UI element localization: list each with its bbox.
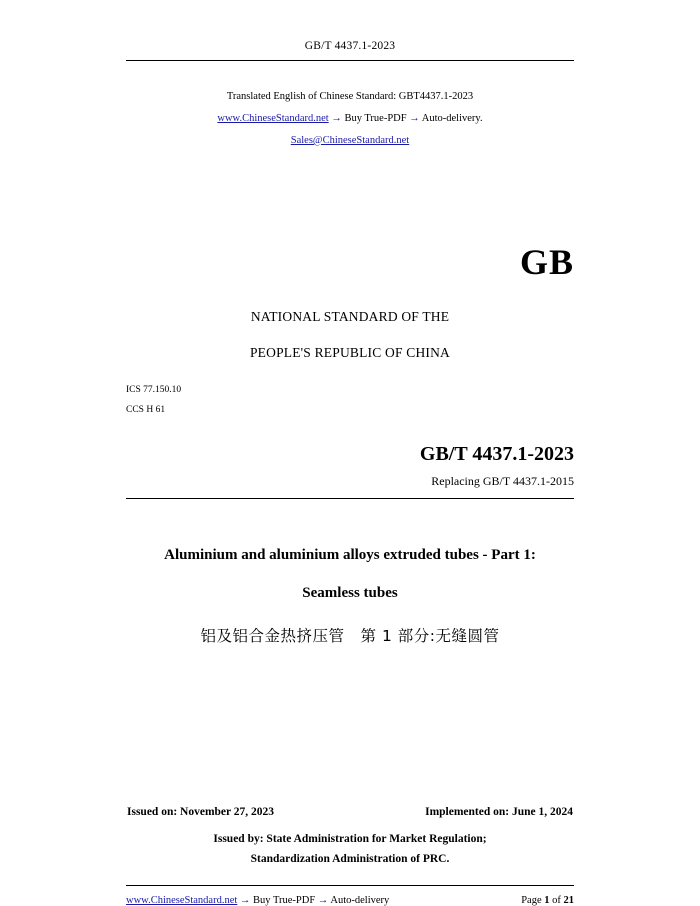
title-english-line2: Seamless tubes <box>302 585 398 602</box>
arrow-icon-2: → <box>409 112 420 124</box>
page-total: 21 <box>563 895 574 906</box>
footer-divider <box>126 885 574 886</box>
footer-arrow-icon: → <box>239 895 251 906</box>
page-footer <box>126 895 574 906</box>
promo-block <box>126 87 574 151</box>
page-number: 1 <box>544 895 550 906</box>
issued-by-block <box>126 829 574 869</box>
page-label: Page <box>521 895 542 906</box>
promo-translation-line: Translated English of Chinese Standard: GBT4437.1-2023 <box>226 91 474 102</box>
footer-delivery-label: Auto-delivery <box>330 895 390 906</box>
issue-row <box>126 806 574 818</box>
footer-arrow-icon-2: → <box>317 895 329 906</box>
gb-logo: GB <box>519 241 574 282</box>
ics-code: ICS 77.150.10 <box>126 384 182 395</box>
footer-buy-label: Buy True-PDF <box>253 895 316 906</box>
page-of-label: of <box>552 895 561 906</box>
sales-email-link[interactable]: Sales@ChineseStandard.net <box>290 134 410 146</box>
replacing-standard: Replacing GB/T 4437.1-2015 <box>431 473 574 488</box>
header-divider <box>126 60 574 61</box>
promo-delivery-label: Auto-delivery. <box>421 112 483 124</box>
promo-buy-label: Buy True-PDF <box>344 112 407 124</box>
classification-block <box>126 381 574 421</box>
promo-email-line <box>126 131 574 151</box>
footer-chinesestandard-link[interactable]: www.ChineseStandard.net <box>126 895 238 906</box>
page-content <box>126 0 574 906</box>
arrow-icon: → <box>331 112 342 124</box>
title-chinese: 铝及铝合金热挤压管 第 1 部分:无缝圆管 <box>200 627 500 646</box>
title-divider <box>126 498 574 499</box>
ccs-code: CCS H 61 <box>126 404 166 415</box>
chinesestandard-link[interactable]: www.ChineseStandard.net <box>217 112 329 124</box>
footer-promo <box>126 895 389 906</box>
implemented-on-label: Implemented on: June 1, 2024 <box>425 806 573 819</box>
issued-on-label: Issued on: November 27, 2023 <box>127 806 275 819</box>
title-english-line1: Aluminium and aluminium alloys extruded tubes - Part 1: <box>164 546 536 563</box>
page-indicator <box>521 895 574 906</box>
issued-by-line2: Standardization Administration of PRC. <box>250 853 450 866</box>
national-standard-line2: PEOPLE'S REPUBLIC OF CHINA <box>249 344 451 360</box>
promo-purchase-line <box>126 109 574 129</box>
standard-number: GB/T 4437.1-2023 <box>419 442 574 465</box>
national-standard-line1: NATIONAL STANDARD OF THE <box>250 308 450 324</box>
page-header-title: GB/T 4437.1-2023 <box>304 40 396 52</box>
issued-by-line1: Issued by: State Administration for Market Regulation; <box>213 833 487 846</box>
